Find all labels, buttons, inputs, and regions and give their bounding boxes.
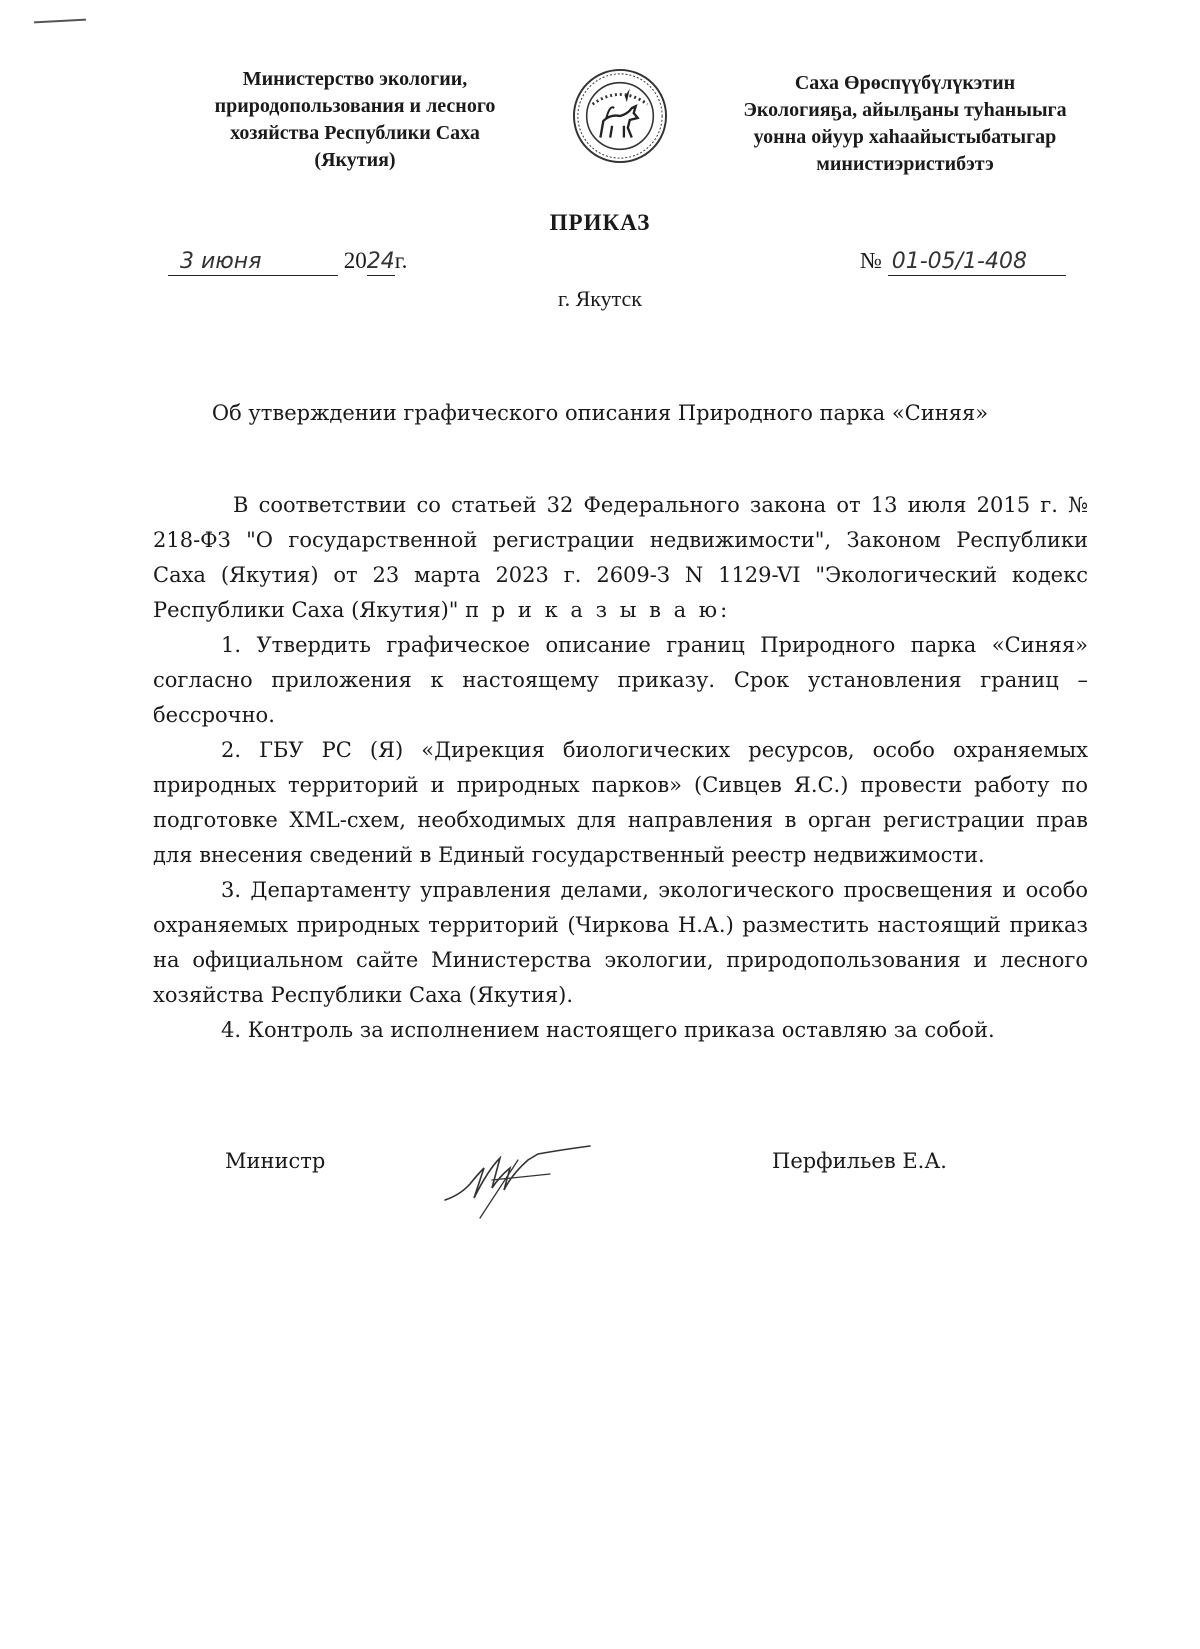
order-item: 1. Утвердить графическое описание границ Природного парка «Синяя» согласно приложения к настоящему приказу. Срок установления границ – бессрочно. (153, 633, 1088, 727)
handwritten-signature (440, 1140, 610, 1220)
order-body (153, 488, 1088, 1048)
signatory-role: Министр (225, 1149, 326, 1173)
order-item: 3. Департаменту управления делами, экологического просвещения и особо охраняемых природных территорий (Чиркова Н.А.) разместить настоящий приказ на официальном сайте Министерства экологии, природопользования и лесного хозяйства Республики Саха (Якутия). (153, 878, 1088, 1007)
coat-of-arms-icon (571, 67, 669, 165)
order-date-year-prefix: 20 (343, 248, 367, 273)
order-date-day: 3 июня (168, 249, 338, 276)
order-date (168, 248, 407, 276)
order-number-value: 01-05/1-408 (888, 249, 1066, 276)
scan-mark (34, 19, 86, 24)
order-directive-word: п р и к а з ы в а ю: (465, 598, 731, 622)
ministry-name-russian: Министерство экологии, природопользования и лесного хозяйства Республики Саха (Якутия) (214, 68, 496, 171)
order-item: 2. ГБУ РС (Я) «Дирекция биологических ресурсов, особо охраняемых природных территорий и природных парков» (Сивцев Я.С.) провести работу по подготовке XML-схем, необходимых для направления в орган регистрации прав для внесения сведений в Единый государственный реестр недвижимости. (153, 738, 1088, 867)
order-date-year-suffix: 24 (366, 249, 395, 274)
order-date-unit: г. (394, 248, 408, 273)
ministry-name-yakut: Саха Өрөспүүбүлүкэтин Экологияҕа, айылҕаны туһаныыга уонна ойуур хаһаайыстыбатыгар министиэристибэтэ (743, 72, 1067, 175)
document-title: ПРИКАЗ (549, 210, 651, 235)
order-item: 4. Контроль за исполнением настоящего приказа оставляю за собой. (221, 1018, 995, 1042)
order-subject: Об утверждении графического описания Природного парка «Синяя» (211, 401, 989, 425)
number-sign: № (860, 248, 882, 273)
order-number (860, 248, 1066, 276)
signatory-name: Перфильев Е.А. (772, 1149, 947, 1173)
order-city: г. Якутск (558, 286, 642, 311)
order-preamble: В соответствии со статьей 32 Федерального закона от 13 июля 2015 г. № 218-ФЗ "О государственной регистрации недвижимости", Законом Республики Саха (Якутия) от 23 марта 2023 г. 2609-З N 1129-VI "Экологический кодекс Республики Саха (Якутия)" п р и к а з ы в а ю: (153, 493, 1088, 622)
